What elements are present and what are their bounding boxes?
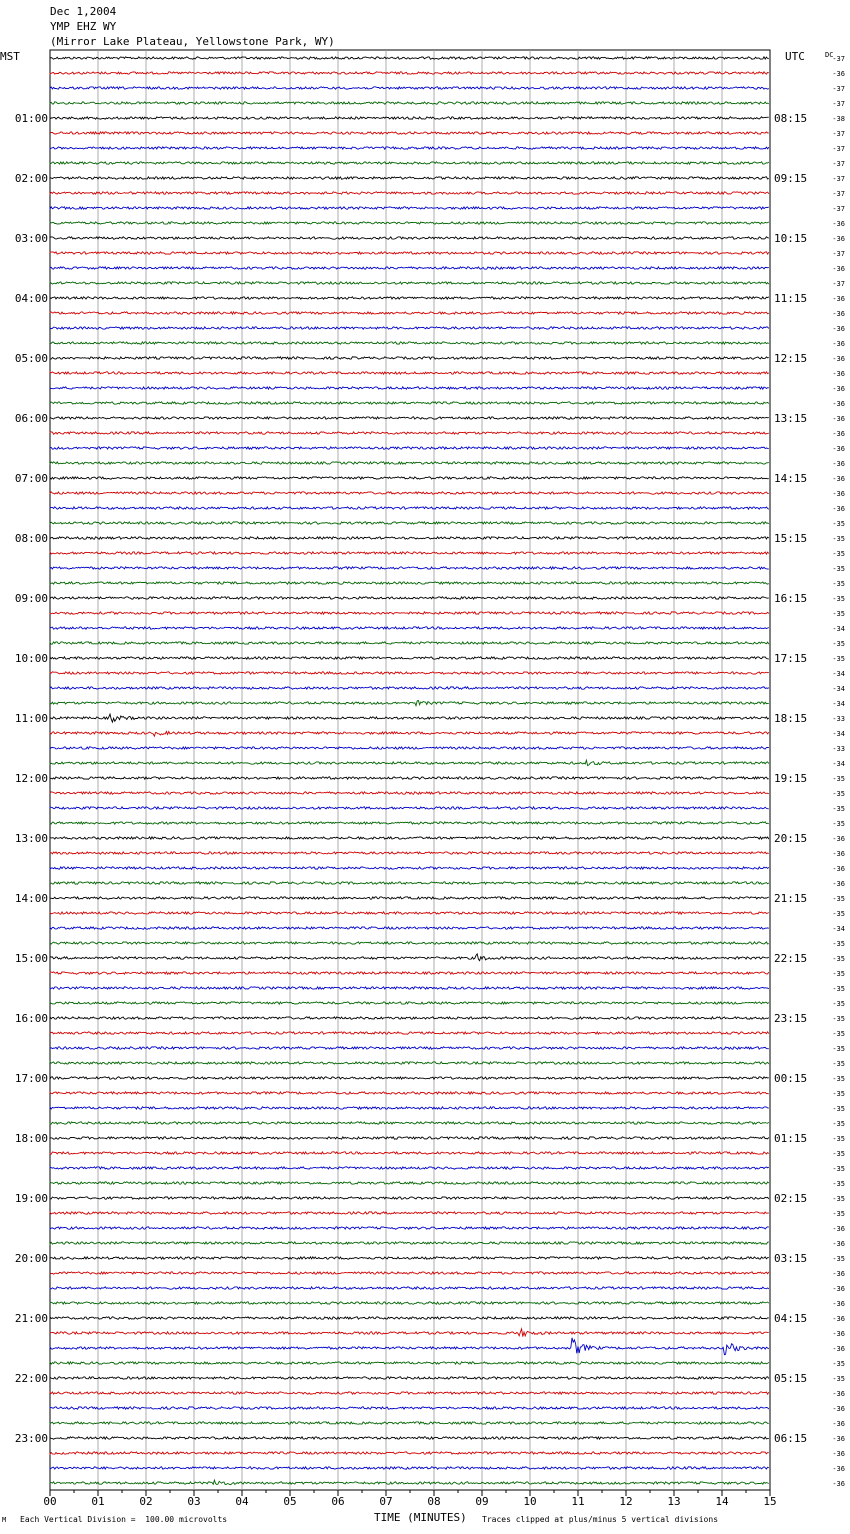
dc-offset-label: -35	[832, 805, 845, 813]
trace-line	[50, 1302, 769, 1304]
trace-line	[50, 1257, 769, 1259]
trace-line	[50, 672, 769, 674]
trace-line	[50, 837, 769, 839]
trace-line	[50, 642, 769, 644]
x-tick-label: 06	[331, 1495, 345, 1508]
x-tick-label: 07	[379, 1495, 393, 1508]
utc-hour-label: 16:15	[774, 592, 808, 605]
dc-offset-label: -37	[832, 280, 845, 288]
x-tick-label: 15	[763, 1495, 777, 1508]
trace-line	[50, 1122, 769, 1124]
x-tick-label: 09	[475, 1495, 489, 1508]
dc-offset-label: -36	[832, 400, 845, 408]
x-tick-label: 03	[187, 1495, 201, 1508]
dc-offset-label: -36	[832, 70, 845, 78]
dc-offset-label: -36	[832, 1285, 845, 1293]
trace-line	[50, 612, 769, 614]
dc-offset-label: -36	[832, 1465, 845, 1473]
dc-offset-label: -35	[832, 895, 845, 903]
trace-line	[50, 972, 769, 974]
trace-line	[50, 942, 769, 944]
trace-line	[50, 1392, 769, 1394]
trace-line	[50, 1002, 769, 1004]
trace-line	[50, 897, 769, 899]
trace-line	[50, 747, 769, 749]
dc-label: DC	[825, 51, 834, 59]
dc-offset-label: -35	[832, 1180, 845, 1188]
dc-offset-label: -35	[832, 1105, 845, 1113]
trace-line	[50, 627, 769, 629]
x-tick-label: 13	[667, 1495, 681, 1508]
dc-offset-label: -35	[832, 580, 845, 588]
trace-line	[50, 1182, 769, 1184]
mst-hour-label: 13:00	[14, 832, 48, 845]
plot-date: Dec 1,2004	[50, 5, 117, 18]
trace-line	[50, 1077, 769, 1079]
trace-line	[50, 867, 769, 869]
dc-offset-label: -35	[832, 985, 845, 993]
dc-offset-label: -34	[832, 685, 845, 693]
mst-hour-label: 15:00	[14, 952, 48, 965]
dc-offset-label: -35	[832, 775, 845, 783]
trace-line	[50, 1047, 769, 1049]
trace-line	[50, 1032, 769, 1034]
dc-offset-label: -36	[832, 1435, 845, 1443]
utc-hour-label: 10:15	[774, 232, 808, 245]
trace-line	[50, 1329, 769, 1337]
vertical-division-note: Each Vertical Division = 100.00 microvolts	[20, 1515, 228, 1524]
dc-offset-label: -36	[832, 310, 845, 318]
trace-line	[50, 462, 769, 464]
mst-hour-label: 11:00	[14, 712, 48, 725]
trace-line	[50, 987, 769, 989]
trace-line	[50, 731, 769, 736]
dc-offset-label: -34	[832, 760, 845, 768]
trace-line	[50, 1212, 769, 1214]
trace-line	[50, 1197, 769, 1199]
trace-line	[50, 687, 769, 689]
trace-line	[50, 882, 769, 884]
trace-line	[50, 222, 769, 224]
trace-line	[50, 252, 769, 254]
trace-line	[50, 537, 769, 539]
trace-line	[50, 807, 769, 809]
trace-line	[50, 1362, 769, 1364]
trace-line	[50, 1407, 769, 1409]
x-axis-title: TIME (MINUTES)	[374, 1511, 467, 1524]
dc-offset-label: -36	[832, 1420, 845, 1428]
dc-offset-label: -35	[832, 1120, 845, 1128]
dc-offset-label: -36	[832, 220, 845, 228]
trace-line	[50, 1092, 769, 1094]
dc-offset-label: -36	[832, 235, 845, 243]
dc-offset-label: -36	[832, 1480, 845, 1488]
dc-offset-label: -34	[832, 730, 845, 738]
dc-offset-label: -35	[832, 1135, 845, 1143]
trace-line	[50, 552, 769, 554]
dc-offset-label: -35	[832, 520, 845, 528]
x-tick-label: 12	[619, 1495, 633, 1508]
trace-line	[50, 387, 769, 389]
dc-offset-label: -35	[832, 790, 845, 798]
trace-line	[50, 357, 769, 359]
dc-offset-label: -34	[832, 700, 845, 708]
clip-note: Traces clipped at plus/minus 5 vertical divisions	[482, 1515, 719, 1524]
dc-offset-label: -36	[832, 1225, 845, 1233]
dc-offset-label: -35	[832, 655, 845, 663]
trace-line	[50, 1137, 769, 1139]
dc-offset-label: -36	[832, 295, 845, 303]
dc-offset-label: -36	[832, 1240, 845, 1248]
dc-offset-label: -37	[832, 250, 845, 258]
trace-line	[50, 372, 769, 374]
mst-hour-label: 20:00	[14, 1252, 48, 1265]
mst-hour-label: 14:00	[14, 892, 48, 905]
trace-line	[50, 432, 769, 434]
x-tick-label: 11	[571, 1495, 585, 1508]
trace-line	[50, 1480, 769, 1485]
dc-offset-label: -37	[832, 205, 845, 213]
trace-line	[50, 1272, 769, 1274]
trace-line	[50, 117, 769, 119]
trace-line	[50, 507, 769, 509]
dc-offset-label: -36	[832, 385, 845, 393]
mst-hour-label: 16:00	[14, 1012, 48, 1025]
trace-line	[50, 1227, 769, 1229]
mst-hour-label: 02:00	[14, 172, 48, 185]
utc-hour-label: 14:15	[774, 472, 808, 485]
trace-line	[50, 1242, 769, 1244]
trace-line	[50, 927, 769, 929]
x-tick-label: 01	[91, 1495, 105, 1508]
trace-line	[50, 822, 769, 824]
trace-line	[50, 207, 769, 209]
mst-axis-label: MST	[0, 50, 20, 63]
trace-line	[50, 1452, 769, 1454]
x-tick-label: 02	[139, 1495, 153, 1508]
utc-hour-label: 19:15	[774, 772, 808, 785]
dc-offset-label: -35	[832, 1090, 845, 1098]
dc-offset-label: -36	[832, 325, 845, 333]
dc-offset-label: -37	[832, 100, 845, 108]
mst-hour-label: 22:00	[14, 1372, 48, 1385]
utc-hour-label: 18:15	[774, 712, 808, 725]
trace-line	[50, 701, 769, 706]
x-tick-label: 00	[43, 1495, 57, 1508]
x-tick-label: 08	[427, 1495, 441, 1508]
trace-line	[50, 760, 769, 765]
dc-offset-label: -36	[832, 835, 845, 843]
dc-offset-label: -36	[832, 370, 845, 378]
mst-hour-label: 06:00	[14, 412, 48, 425]
trace-line	[50, 297, 769, 299]
utc-hour-label: 20:15	[774, 832, 808, 845]
trace-line	[50, 1467, 769, 1469]
trace-line	[50, 267, 769, 269]
dc-offset-label: -36	[832, 850, 845, 858]
utc-hour-label: 05:15	[774, 1372, 808, 1385]
dc-offset-label: -37	[832, 55, 845, 63]
mst-hour-label: 17:00	[14, 1072, 48, 1085]
dc-offset-label: -38	[832, 115, 845, 123]
dc-offset-label: -33	[832, 745, 845, 753]
dc-offset-label: -36	[832, 865, 845, 873]
trace-line	[50, 447, 769, 449]
corner-mark: M	[2, 1516, 7, 1524]
trace-line	[50, 177, 769, 179]
trace-line	[50, 597, 769, 599]
trace-line	[50, 714, 769, 722]
dc-offset-label: -33	[832, 715, 845, 723]
mst-hour-label: 23:00	[14, 1432, 48, 1445]
trace-line	[50, 147, 769, 149]
dc-offset-label: -37	[832, 145, 845, 153]
utc-hour-label: 22:15	[774, 952, 808, 965]
mst-hour-label: 21:00	[14, 1312, 48, 1325]
dc-offset-label: -34	[832, 925, 845, 933]
dc-offset-label: -35	[832, 1045, 845, 1053]
dc-offset-label: -35	[832, 910, 845, 918]
trace-line	[50, 1377, 769, 1379]
station-location: (Mirror Lake Plateau, Yellowstone Park, WY)	[50, 35, 335, 48]
dc-offset-label: -36	[832, 1300, 845, 1308]
dc-offset-label: -36	[832, 475, 845, 483]
dc-offset-label: -37	[832, 130, 845, 138]
dc-offset-label: -36	[832, 265, 845, 273]
trace-line	[50, 1167, 769, 1169]
utc-hour-label: 17:15	[774, 652, 808, 665]
trace-line	[50, 72, 769, 74]
dc-offset-label: -35	[832, 565, 845, 573]
trace-line	[50, 1338, 769, 1355]
utc-hour-label: 01:15	[774, 1132, 808, 1145]
dc-offset-label: -35	[832, 1360, 845, 1368]
trace-line	[50, 132, 769, 134]
trace-line	[50, 417, 769, 419]
dc-offset-label: -35	[832, 595, 845, 603]
trace-line	[50, 57, 769, 59]
utc-hour-label: 02:15	[774, 1192, 808, 1205]
trace-line	[50, 282, 769, 284]
trace-line	[50, 777, 769, 779]
dc-offset-label: -35	[832, 1165, 845, 1173]
dc-offset-label: -37	[832, 160, 845, 168]
trace-line	[50, 1152, 769, 1154]
trace-line	[50, 954, 769, 961]
dc-offset-label: -36	[832, 1345, 845, 1353]
dc-offset-label: -35	[832, 955, 845, 963]
mst-hour-label: 19:00	[14, 1192, 48, 1205]
dc-offset-label: -36	[832, 1390, 845, 1398]
dc-offset-label: -35	[832, 1030, 845, 1038]
dc-offset-label: -37	[832, 190, 845, 198]
trace-line	[50, 852, 769, 854]
dc-offset-label: -35	[832, 610, 845, 618]
trace-line	[50, 1317, 769, 1319]
dc-offset-label: -35	[832, 1060, 845, 1068]
dc-offset-label: -35	[832, 550, 845, 558]
dc-offset-label: -35	[832, 1000, 845, 1008]
dc-offset-label: -35	[832, 1375, 845, 1383]
trace-line	[50, 1062, 769, 1064]
trace-line	[50, 912, 769, 914]
utc-hour-label: 09:15	[774, 172, 808, 185]
trace-line	[50, 792, 769, 794]
x-tick-label: 10	[523, 1495, 537, 1508]
utc-hour-label: 15:15	[774, 532, 808, 545]
utc-hour-label: 06:15	[774, 1432, 808, 1445]
dc-offset-label: -36	[832, 1405, 845, 1413]
mst-hour-label: 04:00	[14, 292, 48, 305]
mst-hour-label: 03:00	[14, 232, 48, 245]
mst-hour-label: 07:00	[14, 472, 48, 485]
dc-offset-label: -34	[832, 625, 845, 633]
dc-offset-label: -36	[832, 505, 845, 513]
utc-hour-label: 23:15	[774, 1012, 808, 1025]
mst-hour-label: 01:00	[14, 112, 48, 125]
utc-hour-label: 13:15	[774, 412, 808, 425]
dc-offset-label: -35	[832, 1015, 845, 1023]
dc-offset-label: -35	[832, 1255, 845, 1263]
dc-offset-label: -36	[832, 1330, 845, 1338]
dc-offset-label: -35	[832, 970, 845, 978]
utc-hour-label: 00:15	[774, 1072, 808, 1085]
dc-offset-label: -36	[832, 490, 845, 498]
mst-hour-label: 08:00	[14, 532, 48, 545]
dc-offset-label: -37	[832, 175, 845, 183]
utc-hour-label: 08:15	[774, 112, 808, 125]
utc-axis-label: UTC	[785, 50, 805, 63]
utc-hour-label: 21:15	[774, 892, 808, 905]
dc-offset-label: -36	[832, 430, 845, 438]
trace-line	[50, 477, 769, 479]
trace-line	[50, 522, 769, 524]
trace-line	[50, 1017, 769, 1019]
utc-hour-label: 12:15	[774, 352, 808, 365]
utc-hour-label: 03:15	[774, 1252, 808, 1265]
trace-line	[50, 162, 769, 164]
dc-offset-label: -36	[832, 880, 845, 888]
trace-line	[50, 312, 769, 314]
dc-offset-label: -36	[832, 415, 845, 423]
dc-offset-label: -35	[832, 1150, 845, 1158]
x-tick-label: 04	[235, 1495, 249, 1508]
mst-hour-label: 18:00	[14, 1132, 48, 1145]
dc-offset-label: -35	[832, 535, 845, 543]
dc-offset-label: -35	[832, 640, 845, 648]
trace-line	[50, 402, 769, 404]
trace-line	[50, 1287, 769, 1289]
trace-line	[50, 327, 769, 329]
trace-line	[50, 1422, 769, 1424]
utc-hour-label: 11:15	[774, 292, 808, 305]
trace-line	[50, 192, 769, 194]
trace-line	[50, 342, 769, 344]
trace-line	[50, 492, 769, 494]
trace-line	[50, 1107, 769, 1109]
mst-hour-label: 05:00	[14, 352, 48, 365]
dc-offset-label: -34	[832, 670, 845, 678]
dc-offset-label: -37	[832, 85, 845, 93]
dc-offset-label: -35	[832, 1210, 845, 1218]
trace-line	[50, 582, 769, 584]
dc-offset-label: -36	[832, 340, 845, 348]
dc-offset-label: -36	[832, 355, 845, 363]
dc-offset-label: -36	[832, 1315, 845, 1323]
dc-offset-label: -36	[832, 1270, 845, 1278]
mst-hour-label: 10:00	[14, 652, 48, 665]
trace-line	[50, 87, 769, 89]
dc-offset-label: -35	[832, 1075, 845, 1083]
mst-hour-label: 09:00	[14, 592, 48, 605]
dc-offset-label: -36	[832, 445, 845, 453]
utc-hour-label: 04:15	[774, 1312, 808, 1325]
dc-offset-label: -36	[832, 1450, 845, 1458]
x-tick-label: 05	[283, 1495, 297, 1508]
dc-offset-label: -35	[832, 1195, 845, 1203]
station-code: YMP EHZ WY	[50, 20, 117, 33]
trace-line	[50, 657, 769, 659]
trace-line	[50, 237, 769, 239]
trace-line	[50, 102, 769, 104]
dc-offset-label: -36	[832, 460, 845, 468]
trace-line	[50, 567, 769, 569]
dc-offset-label: -35	[832, 820, 845, 828]
trace-line	[50, 1437, 769, 1439]
mst-hour-label: 12:00	[14, 772, 48, 785]
x-tick-label: 14	[715, 1495, 729, 1508]
dc-offset-label: -35	[832, 940, 845, 948]
